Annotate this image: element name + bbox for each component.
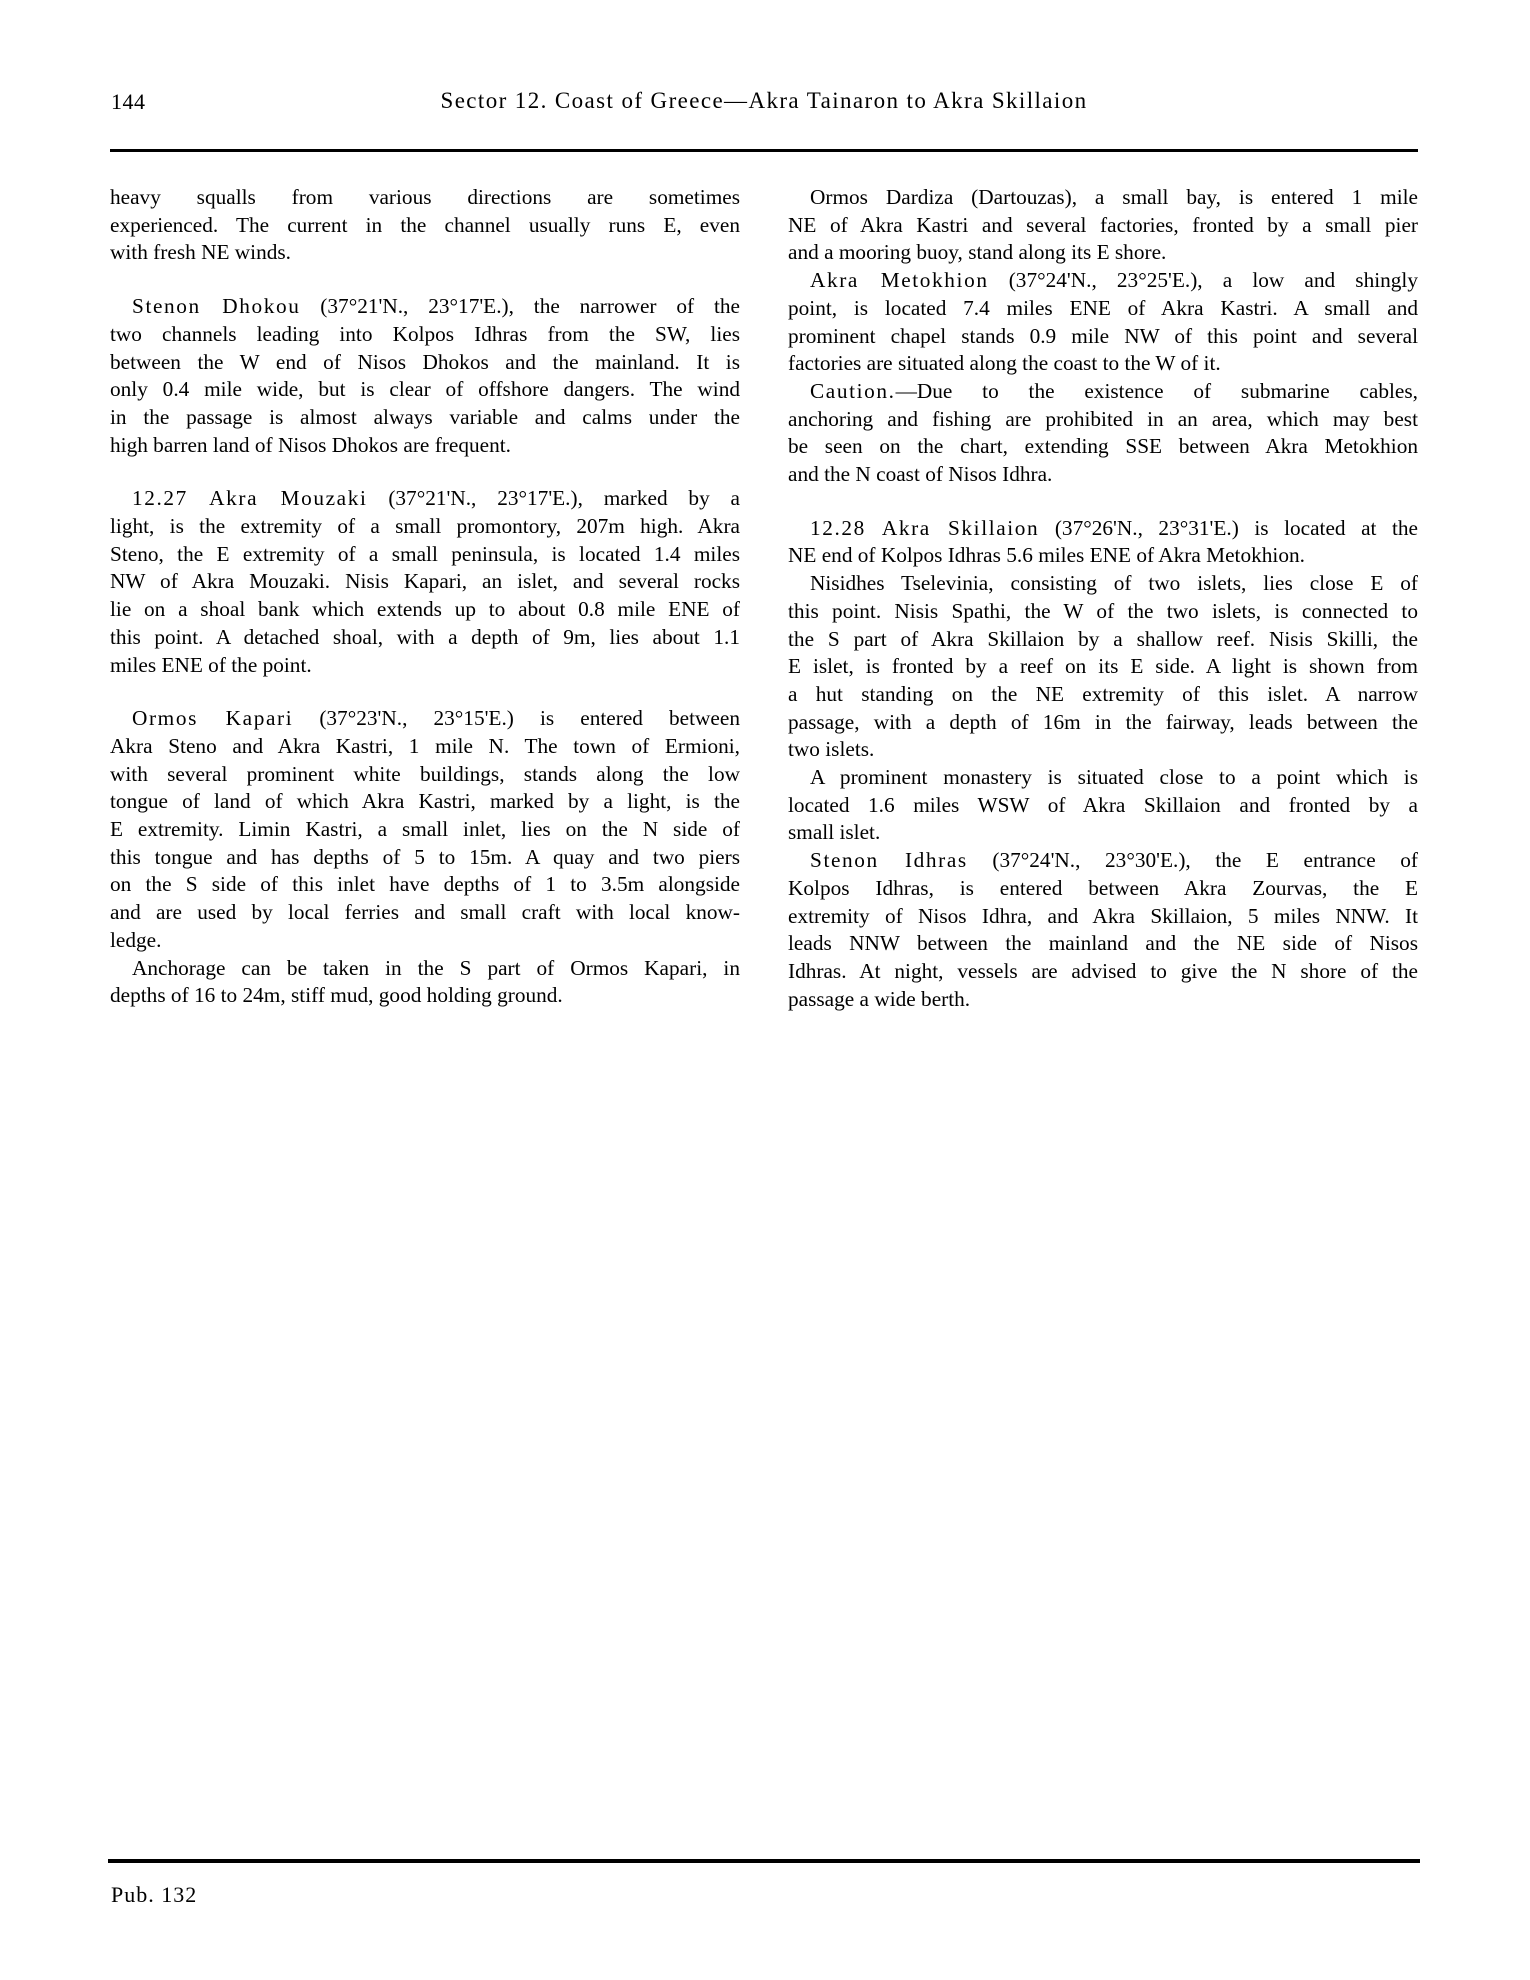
text-line: this point. A detached shoal, with a depth of 9m, lies about 1.1 <box>110 624 740 649</box>
text-line: with several prominent white buildings, stands along the low <box>110 761 740 786</box>
paragraph <box>110 184 740 267</box>
text-line: NW of Akra Mouzaki. Nisis Kapari, an islet, and several rocks <box>110 569 740 594</box>
text-line: Stenon Idhras (37°24'N., 23°30'E.), the E entrance of <box>810 848 1418 873</box>
text-line: on the S side of this inlet have depths of 1 to 3.5m alongside <box>110 872 740 897</box>
paragraph-lead: Caution. <box>810 378 896 403</box>
text-line: between the W end of Nisos Dhokos and the mainland. It is <box>110 349 740 374</box>
text-line: and the N coast of Nisos Idhra. <box>788 462 1053 487</box>
text-line: factories are situated along the coast to the W of it. <box>788 351 1221 376</box>
text-line: Anchorage can be taken in the S part of Ormos Kapari, in <box>132 955 740 980</box>
text-line: in the passage is almost always variable and calms under the <box>110 404 740 429</box>
footer-rule <box>108 1859 1420 1863</box>
text-line: Akra Metokhion (37°24'N., 23°25'E.), a low and shingly <box>810 268 1418 293</box>
text-line: this point. Nisis Spathi, the W of the two islets, is connected to <box>788 598 1418 623</box>
text-line: Caution.—Due to the existence of submarine cables, <box>810 378 1418 403</box>
text-line: Idhras. At night, vessels are advised to give the N shore of the <box>788 958 1418 983</box>
text-line: point, is located 7.4 miles ENE of Akra Kastri. A small and <box>788 295 1418 320</box>
text-line: tongue of land of which Akra Kastri, marked by a light, is the <box>110 789 740 814</box>
publication-number: Pub. 132 <box>111 1882 198 1907</box>
text-line: E islet, is fronted by a reef on its E side. A light is shown from <box>788 654 1418 679</box>
text-line: two channels leading into Kolpos Idhras from the SW, lies <box>110 321 740 346</box>
text-line: heavy squalls from various directions are sometimes <box>110 185 740 209</box>
text-line: and are used by local ferries and small craft with local know- <box>110 900 740 925</box>
paragraph-lead: 12.27 Akra Mouzaki <box>132 486 368 511</box>
text-line: E extremity. Limin Kastri, a small inlet, lies on the N side of <box>110 817 740 842</box>
page-number: 144 <box>111 89 146 114</box>
paragraph-lead: 12.28 Akra Skillaion <box>810 515 1040 540</box>
text-line: with fresh NE winds. <box>110 240 292 265</box>
text-line: miles ENE of the point. <box>110 652 312 677</box>
text-line: high barren land of Nisos Dhokos are frequent. <box>110 432 511 457</box>
text-line: experienced. The current in the channel usually runs E, even <box>110 212 740 237</box>
header-rule <box>110 149 1418 152</box>
text-line: 12.28 Akra Skillaion (37°26'N., 23°31'E.) is located at the <box>810 515 1419 540</box>
text-line: and a mooring buoy, stand along its E shore. <box>788 240 1167 265</box>
text-line: light, is the extremity of a small promontory, 207m high. Akra <box>110 514 740 539</box>
paragraph-lead: Stenon Idhras <box>810 848 968 873</box>
text-line: small islet. <box>788 820 881 845</box>
paragraph <box>788 184 1418 267</box>
text-line: Steno, the E extremity of a small peninsula, is located 1.4 miles <box>110 541 740 566</box>
text-line: Akra Steno and Akra Kastri, 1 mile N. The town of Ermioni, <box>110 733 740 758</box>
text-columns <box>110 184 1418 1013</box>
text-line: leads NNW between the mainland and the NE side of Nisos <box>788 931 1418 956</box>
paragraph-lead: Stenon Dhokou <box>132 294 301 319</box>
text-line: A prominent monastery is situated close to a point which is <box>810 765 1418 790</box>
text-line: two islets. <box>788 737 875 762</box>
text-line: Stenon Dhokou (37°21'N., 23°17'E.), the narrower of the <box>132 294 740 319</box>
page-title: Sector 12. Coast of Greece—Akra Tainaron to Akra Skillaion <box>440 88 1088 113</box>
paragraph <box>110 293 740 459</box>
text-line: passage, with a depth of 16m in the fairway, leads between the <box>788 709 1418 734</box>
text-line: lie on a shoal bank which extends up to about 0.8 mile ENE of <box>110 597 740 622</box>
text-line: depths of 16 to 24m, stiff mud, good holding ground. <box>110 983 563 1008</box>
text-line: be seen on the chart, extending SSE between Akra Metokhion <box>788 434 1418 459</box>
paragraph <box>788 267 1418 378</box>
text-line: 12.27 Akra Mouzaki (37°21'N., 23°17'E.), marked by a <box>132 486 741 511</box>
paragraph-lead: Akra Metokhion <box>810 268 989 293</box>
text-line: the S part of Akra Skillaion by a shallow reef. Nisis Skilli, the <box>788 626 1418 651</box>
text-line: Ormos Kapari (37°23'N., 23°15'E.) is entered between <box>132 706 740 731</box>
paragraph <box>110 955 740 1010</box>
text-line: anchoring and fishing are prohibited in an area, which may best <box>788 406 1418 431</box>
paragraph <box>788 378 1418 489</box>
paragraph <box>788 847 1418 1013</box>
text-line: NE end of Kolpos Idhras 5.6 miles ENE of Akra Metokhion. <box>788 543 1305 568</box>
paragraph <box>788 570 1418 764</box>
column-right <box>788 184 1418 1013</box>
text-line: located 1.6 miles WSW of Akra Skillaion and fronted by a <box>788 792 1418 817</box>
paragraph-lead: Ormos Kapari <box>132 706 294 731</box>
text-line: extremity of Nisos Idhra, and Akra Skillaion, 5 miles NNW. It <box>788 903 1418 928</box>
column-left <box>110 184 740 1013</box>
text-line: prominent chapel stands 0.9 mile NW of this point and several <box>788 323 1418 348</box>
text-line: this tongue and has depths of 5 to 15m. A quay and two piers <box>110 844 740 869</box>
text-line: only 0.4 mile wide, but is clear of offshore dangers. The wind <box>110 377 740 402</box>
paragraph <box>110 485 740 679</box>
text-line: passage a wide berth. <box>788 986 971 1011</box>
text-line: Kolpos Idhras, is entered between Akra Zourvas, the E <box>788 875 1418 900</box>
text-line: Ormos Dardiza (Dartouzas), a small bay, is entered 1 mile <box>810 185 1418 209</box>
text-line: Nisidhes Tselevinia, consisting of two islets, lies close E of <box>810 571 1418 596</box>
text-line: ledge. <box>110 927 162 952</box>
paragraph <box>788 515 1418 570</box>
paragraph <box>110 705 740 954</box>
text-line: NE of Akra Kastri and several factories, fronted by a small pier <box>788 212 1418 237</box>
paragraph <box>788 764 1418 847</box>
text-line: a hut standing on the NE extremity of this islet. A narrow <box>788 681 1418 706</box>
